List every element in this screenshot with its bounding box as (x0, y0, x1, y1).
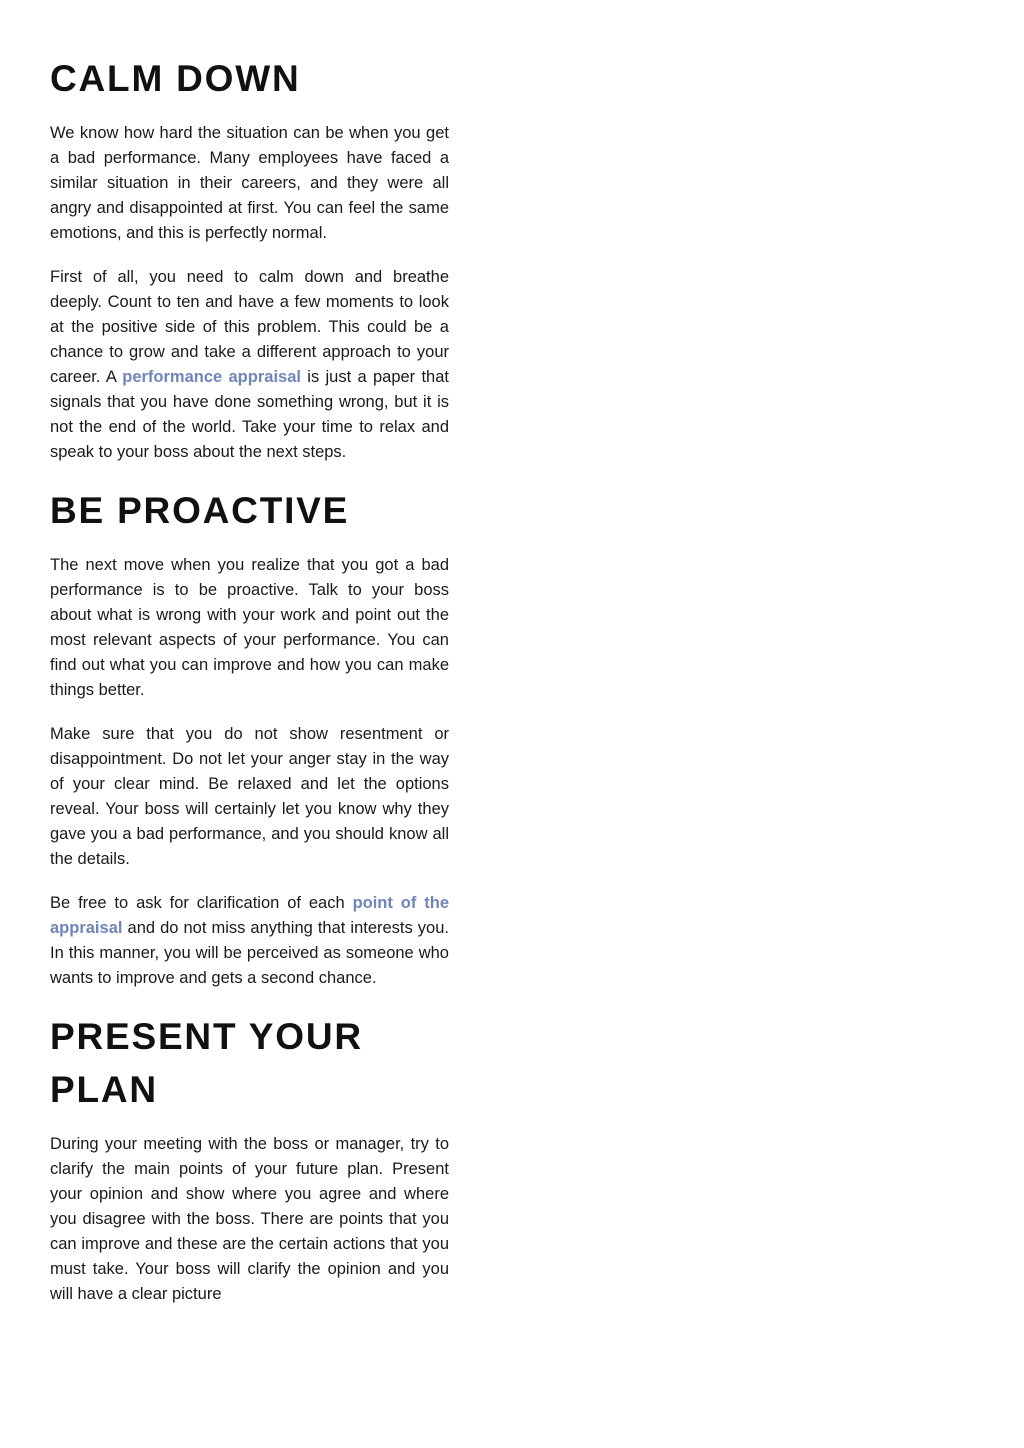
point-of-the-appraisal-link[interactable]: point of the appraisal (50, 894, 449, 937)
section-heading: PRESENT YOUR PLAN (50, 1016, 363, 1110)
paragraph: We know how hard the situation can be when you get a bad performance. Many employees have faced a similar situation in their careers, and they were all angry and disappointed at first. You can feel the same emotions, and this is perfectly normal. (50, 124, 449, 242)
section-heading: CALM DOWN (50, 58, 301, 99)
article-column (50, 52, 449, 1326)
section-present-your-plan (50, 1010, 449, 1307)
section-calm-down (50, 52, 449, 465)
paragraph: During your meeting with the boss or manager, try to clarify the main points of your future plan. Present your opinion and show where you agree and where you disagree with the boss. There are points that you can improve and these are the certain actions that you must take. Your boss will clarify the opinion and you will have a clear picture (50, 1135, 449, 1303)
section-heading: BE PROACTIVE (50, 490, 350, 531)
paragraph-text: First of all, you need to calm down and breathe deeply. Count to ten and have a few moments to look at the positive side of this problem. This could be a chance to grow and take a different approach to your career. A (50, 268, 449, 386)
section-be-proactive (50, 484, 449, 991)
paragraph: Make sure that you do not show resentment or disappointment. Do not let your anger stay in the way of your clear mind. Be relaxed and let the options reveal. Your boss will certainly let you know why they gave you a bad performance, and you should know all the details. (50, 725, 449, 868)
paragraph-text: and do not miss anything that interests you. In this manner, you will be perceived as someone who wants to improve and gets a second chance. (50, 919, 449, 987)
paragraph (50, 265, 449, 465)
paragraph (50, 891, 449, 991)
paragraph: The next move when you realize that you got a bad performance is to be proactive. Talk to your boss about what is wrong with your work and point out the most relevant aspects of your performance. You can find out what you can improve and how you can make things better. (50, 556, 449, 699)
paragraph-text: Be free to ask for clarification of each (50, 894, 353, 912)
paragraph-text: is just a paper that signals that you have done something wrong, but it is not the end of the world. Take your time to relax and speak to your boss about the next steps. (50, 368, 449, 461)
performance-appraisal-link[interactable]: performance appraisal (122, 368, 301, 386)
